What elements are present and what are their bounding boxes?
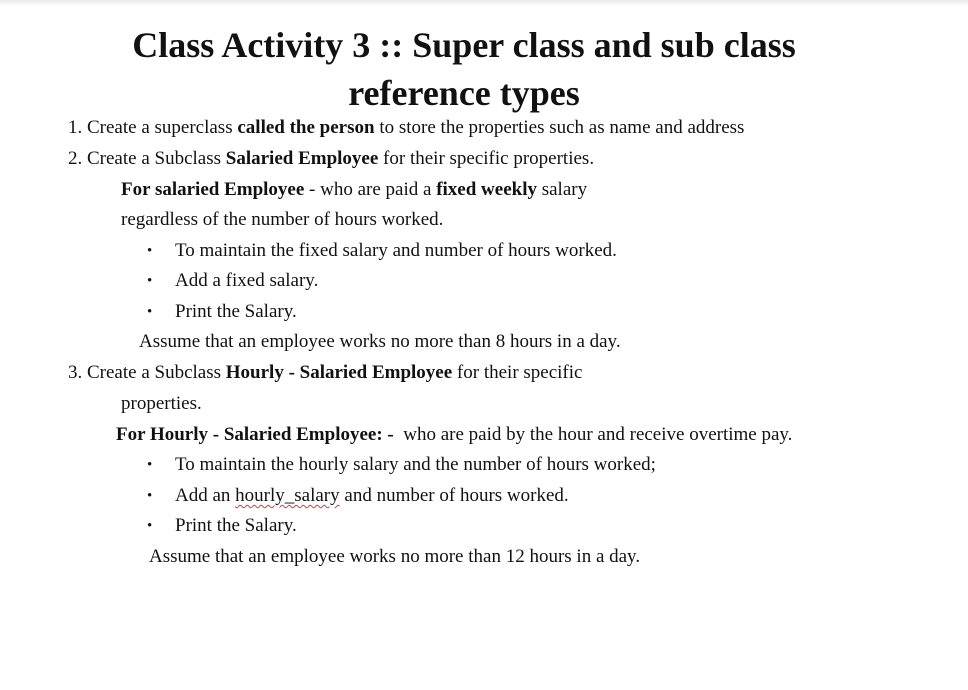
item-3-bullet-2-a: Add an bbox=[175, 485, 236, 506]
bullet-icon: • bbox=[147, 273, 153, 289]
item-3-desc-b: who are paid by the hour and receive overtime pay. bbox=[393, 424, 793, 445]
item-3-continuation: properties. bbox=[121, 393, 202, 414]
item-2-desc-a: For salaried Employee bbox=[121, 179, 305, 200]
item-3 bbox=[68, 362, 582, 384]
item-3-text-a: 3. Create a Subclass bbox=[68, 362, 226, 383]
misspelled-word-hourly-salary: hourly_salary bbox=[235, 485, 340, 506]
item-3-text-c: for their specific bbox=[452, 362, 583, 383]
item-2-bullet-3: Print the Salary. bbox=[175, 301, 297, 322]
page-title-line-1: Class Activity 3 :: Super class and sub class bbox=[132, 25, 796, 65]
item-3-bullet-3: Print the Salary. bbox=[175, 515, 297, 536]
item-2-description-line-1 bbox=[121, 179, 587, 201]
item-1-text-c: to store the properties such as name and address bbox=[374, 117, 745, 138]
item-3-bullet-1: To maintain the hourly salary and the number of hours worked; bbox=[175, 454, 656, 475]
item-1 bbox=[68, 117, 744, 139]
item-1-text-b: called the person bbox=[237, 117, 375, 138]
item-2 bbox=[68, 148, 594, 170]
bullet-icon: • bbox=[147, 488, 153, 504]
bullet-icon: • bbox=[147, 243, 153, 259]
item-2-bullet-1: To maintain the fixed salary and number of hours worked. bbox=[175, 240, 617, 261]
bullet-icon: • bbox=[147, 304, 153, 320]
item-2-assumption: Assume that an employee works no more than 8 hours in a day. bbox=[139, 331, 621, 352]
item-3-desc-a: For Hourly - Salaried Employee: - bbox=[116, 424, 394, 445]
item-2-desc-b: - who are paid a bbox=[304, 179, 437, 200]
item-2-desc-c: fixed weekly bbox=[436, 179, 537, 200]
bullet-icon: • bbox=[147, 518, 153, 534]
item-2-text-b: Salaried Employee bbox=[225, 148, 379, 169]
page-title-line-2: reference types bbox=[348, 73, 580, 113]
item-2-text-a: 2. Create a Subclass bbox=[68, 148, 226, 169]
item-2-description-line-2: regardless of the number of hours worked. bbox=[121, 209, 444, 230]
item-3-description bbox=[116, 424, 792, 446]
item-3-text-b: Hourly - Salaried Employee bbox=[225, 362, 453, 383]
item-2-bullet-2: Add a fixed salary. bbox=[175, 270, 319, 291]
item-2-text-c: for their specific properties. bbox=[378, 148, 595, 169]
item-3-bullet-2 bbox=[175, 485, 569, 507]
item-3-assumption: Assume that an employee works no more than 12 hours in a day. bbox=[149, 546, 641, 567]
item-2-desc-d: salary bbox=[536, 179, 588, 200]
window-top-edge bbox=[0, 0, 968, 6]
item-3-bullet-2-c: and number of hours worked. bbox=[339, 485, 569, 506]
bullet-icon: • bbox=[147, 457, 153, 473]
item-1-text-a: 1. Create a superclass bbox=[68, 117, 238, 138]
